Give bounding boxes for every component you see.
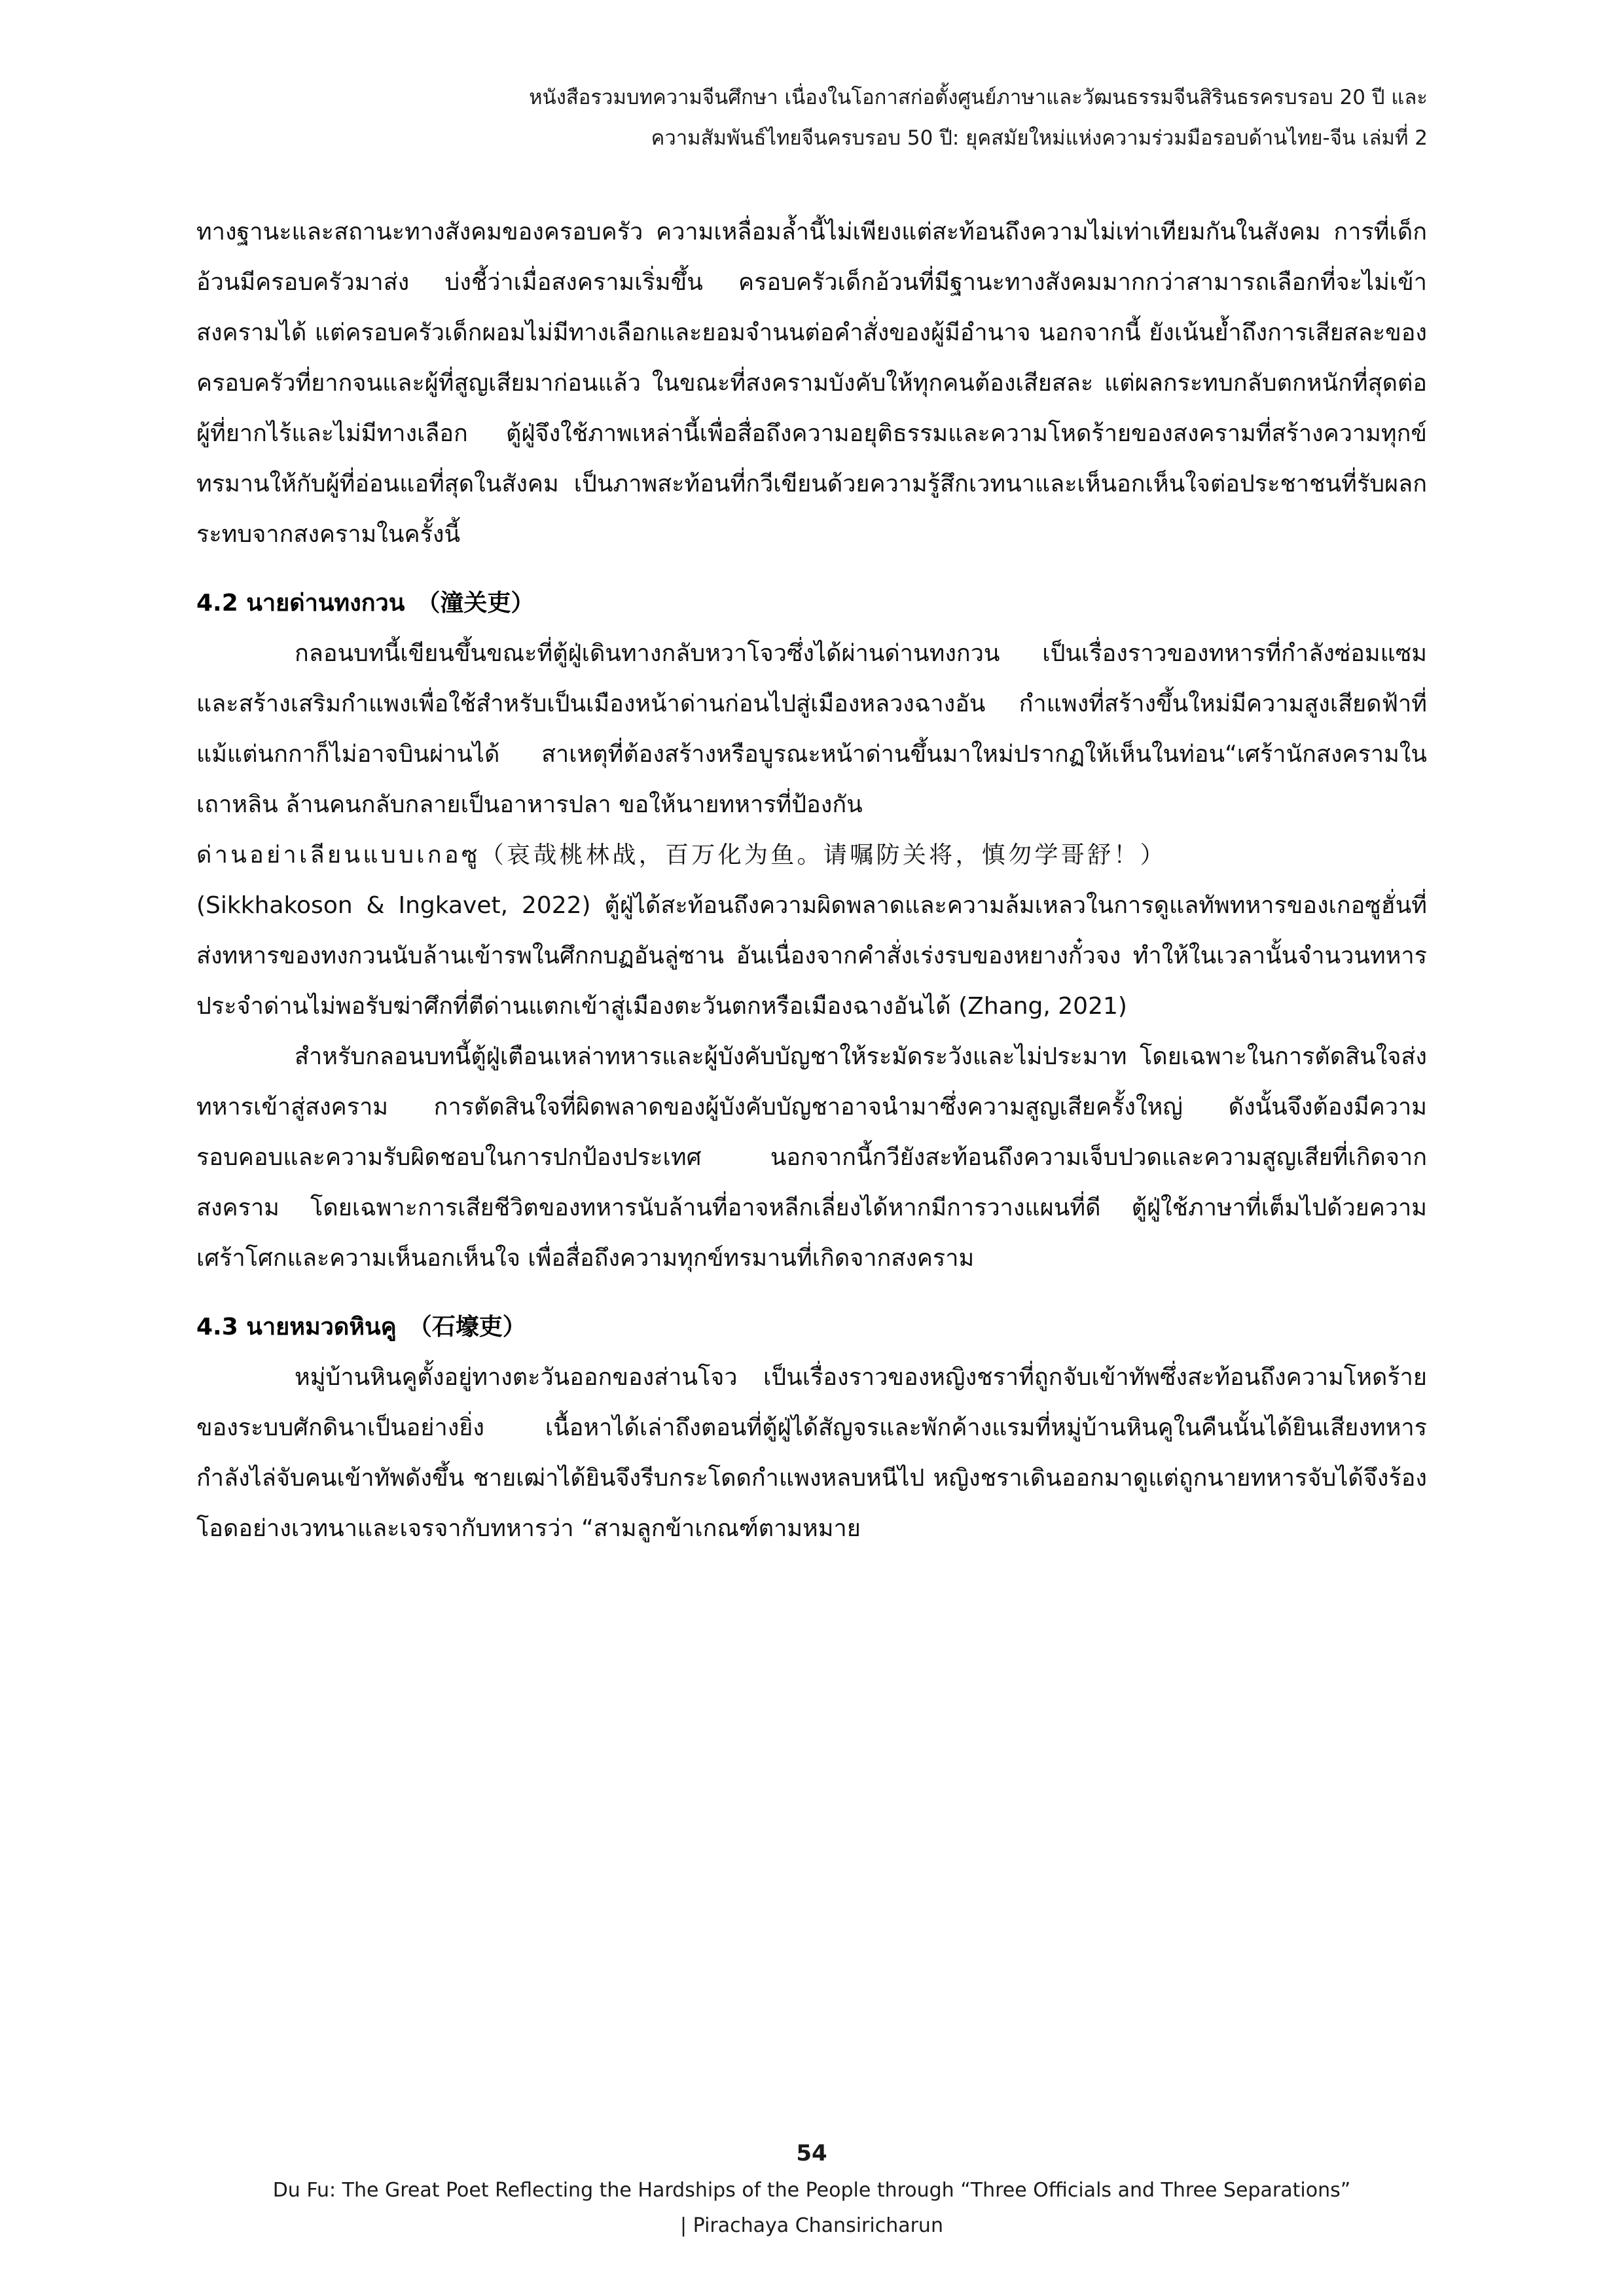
section-heading-4-3-chinese: （石壕吏） [408, 1313, 526, 1340]
paragraph-shihao-intro: หมู่บ้านหินคูตั้งอยู่ทางตะวันออกของส่านโจว เป็นเรื่องราวของหญิงชราที่ถูกจับเข้าทัพซึ่งสะท้อนถึงความโหดร้ายของระบบศักดินาเป็นอย่างยิ่ง เนื้อหาได้เล่าถึงตอนที่ตู้ฝู่ได้สัญจรและพักค้างแรมที่หมู่บ้านหินคูในคืนนั้นได้ยินเสียงทหารกำลังไล่จับคนเข้าทัพดังขึ้น ชายเฒ่าได้ยินจึงรีบกระโดดกำแพงหลบหนีไป หญิงชราเดินออกมาดูแต่ถูกนายทหารจับได้จึงร้องโอดอย่างเวทนาและเจรจากับทหารว่า “สามลูกข้าเกณฑ์ตามหมาย [196, 1364, 1427, 1542]
quote-chinese-text: （哀哉桃林战，百万化为鱼。请嘱防关将，慎勿学哥舒！） [480, 842, 1167, 869]
quote-thai-text: ด่านอย่าเลียนแบบเกอซู [196, 842, 480, 869]
paragraph-tongguan-lesson: สำหรับกลอนบทนี้ตู้ฝู่เตือนเหล่าทหารและผู้บังคับบัญชาให้ระมัดระวังและไม่ประมาท โดยเฉพาะในการตัดสินใจส่งทหารเข้าสู่สงคราม การตัดสินใจที่ผิดพลาดของผู้บังคับบัญชาอาจนำมาซึ่งความสูญเสียครั้งใหญ่ ดังนั้นจึงต้องมีความรอบคอบและความรับผิดชอบในการปกป้องประเทศ นอกจากนี้กวียังสะท้อนถึงความเจ็บปวดและความสูญเสียที่เกิดจากสงคราม โดยเฉพาะการเสียชีวิตของทหารนับล้านที่อาจหลีกเลี่ยงได้หากมีการวางแผนที่ดี ตู้ฝู่ใช้ภาษาที่เต็มไปด้วยความเศร้าโศกและความเห็นอกเห็นใจ เพื่อสื่อถึงความทุกข์ทรมานที่เกิดจากสงคราม [196, 1043, 1427, 1272]
section-heading-4-2 [196, 578, 1427, 628]
section-heading-4-2-chinese: （潼关吏） [416, 589, 535, 617]
footer-author: | Pirachaya Chansiricharun [680, 2214, 943, 2237]
header-line-1: หนังสือรวมบทความจีนศึกษา เนื่องในโอกาสก่อตั้งศูนย์ภาษาและวัฒนธรรมจีนสิรินธรครบรอบ 20 ปี และ [529, 86, 1428, 109]
paragraph-tongguan-intro: กลอนบทนี้เขียนขึ้นขณะที่ตู้ฝู่เดินทางกลับหวาโจวซึ่งได้ผ่านด่านทงกวน เป็นเรื่องราวของทหารที่กำลังซ่อมแซมและสร้างเสริมกำแพงเพื่อใช้สำหรับเป็นเมืองหน้าด่านก่อนไปสู่เมืองหลวงฉางอัน กำแพงที่สร้างขึ้นใหม่มีความสูงเสียดฟ้าที่แม้แต่นกกาก็ไม่อาจบินผ่านได้ สาเหตุที่ต้องสร้างหรือบูรณะหน้าด่านขึ้นมาใหม่ปรากฏให้เห็นในท่อน“เศร้านักสงครามในเถาหลิน ล้านคนกลับกลายเป็นอาหารปลา ขอให้นายทหารที่ป้องกัน [196, 640, 1427, 818]
paragraph-tongguan-quote [196, 830, 1427, 880]
paragraph-tongguan-analysis: (Sikkhakoson & Ingkavet, 2022) ตู้ฝู่ได้สะท้อนถึงความผิดพลาดและความล้มเหลวในการดูแลทัพทหารของเกอซูฮั่นที่ส่งทหารของทงกวนนับล้านเข้ารพในศึกกบฏอันลู่ซาน อันเนื่องจากคำสั่งเร่งรบของหยางกั๋วจง ทำให้ในเวลานั้นจำนวนทหารประจำด่านไม่พอรับฆ่าศึกที่ตีด่านแตกเข้าสู่เมืองตะวันตกหรือเมืองฉางอันได้ (Zhang, 2021) [196, 892, 1427, 1020]
page-body [196, 207, 1427, 1554]
section-heading-4-3 [196, 1302, 1427, 1352]
paragraph-continuation: ทางฐานะและสถานะทางสังคมของครอบครัว ความเหลื่อมล้ำนี้ไม่เพียงแต่สะท้อนถึงความไม่เท่าเทียมกันในสังคม การที่เด็กอ้วนมีครอบครัวมาส่ง บ่งชี้ว่าเมื่อสงครามเริ่มขึ้น ครอบครัวเด็กอ้วนที่มีฐานะทางสังคมมากกว่าสามารถเลือกที่จะไม่เข้าสงครามได้ แต่ครอบครัวเด็กผอมไม่มีทางเลือกและยอมจำนนต่อคำสั่งของผู้มีอำนาจ นอกจากนี้ ยังเน้นย้ำถึงการเสียสละของครอบครัวที่ยากจนและผู้ที่สูญเสียมาก่อนแล้ว ในขณะที่สงครามบังคับให้ทุกคนต้องเสียสละ แต่ผลกระทบกลับตกหนักที่สุดต่อผู้ที่ยากไร้และไม่มีทางเลือก ตู้ฝู่จึงใช้ภาพเหล่านี้เพื่อสื่อถึงความอยุติธรรมและความโหดร้ายของสงครามที่สร้างความทุกข์ทรมานให้กับผู้ที่อ่อนแอที่สุดในสังคม เป็นภาพสะท้อนที่กวีเขียนด้วยความรู้สึกเวทนาและเห็นอกเห็นใจต่อประชาชนที่รับผลกระทบจากสงครามในครั้งนี้ [196, 219, 1427, 548]
header-line-2: ความสัมพันธ์ไทยจีนครบรอบ 50 ปี: ยุคสมัยใหม่แห่งความร่วมมือรอบด้านไทย-จีน เล่มที่ 2 [651, 126, 1428, 150]
page-footer [196, 2134, 1427, 2244]
section-heading-4-2-title: 4.2 นายด่านทงกวน [196, 590, 405, 617]
page-number: 54 [796, 2140, 827, 2166]
footer-article-title: Du Fu: The Great Poet Reflecting the Hardships of the People through “Three Officials and Three Separations” [272, 2179, 1351, 2202]
section-heading-4-3-title: 4.3 นายหมวดหินคู [196, 1314, 397, 1340]
running-header [197, 77, 1428, 158]
